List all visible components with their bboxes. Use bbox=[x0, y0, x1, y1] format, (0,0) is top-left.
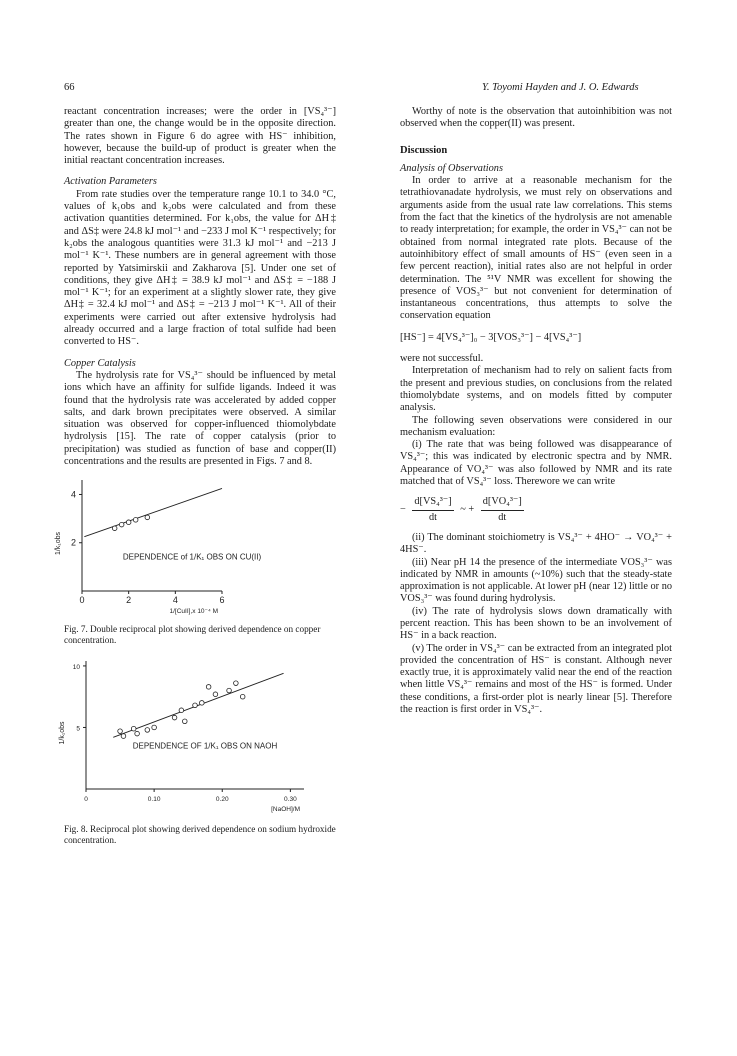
fig8-data-point bbox=[121, 734, 126, 739]
right-paragraph-4: Interpretation of mechanism had to rely on salient facts from the present and previous studies, on conclusions from the related thiomolybdate systems, and on models fitted by computer analysis. bbox=[400, 365, 672, 414]
fig7-x-tick-label: 2 bbox=[126, 595, 132, 606]
right-column bbox=[400, 106, 672, 716]
observation-iii: (iii) Near pH 14 the presence of the intermediate VOS₃³⁻ was indicated by NMR in amounts (~10%) such that the steady-state approximation is not applicable. At lower pH (near 12) little or no VOS₃³⁻ was found during hydrolysis. bbox=[400, 556, 672, 605]
rate-fraction-2 bbox=[481, 496, 524, 524]
fig7-y-tick-label: 4 bbox=[70, 489, 76, 500]
rate-fraction-1 bbox=[412, 496, 453, 524]
left-paragraph-2: From rate studies over the temperature range 10.1 to 34.0 °C, values of k₁obs and k₂obs were calculated and from these activation quantities determined. For k₁obs, the value for ΔH‡ and ΔS‡ were 24.8 kJ mol⁻¹ and −233 J mol K⁻¹ respectively; for k₂obs the analogous quantities were 31.3 kJ mol⁻¹ and −213 J mol⁻¹ K⁻¹. These numbers are in general agreement with those reported by Yatsimirskii and Zakharova [5]. Under one set of conditions, they give ΔH‡ = 38.9 kJ mol⁻¹ and ΔS‡ = −188 J mol⁻¹ K⁻¹; for an experiment at a slightly slower rate, they give ΔH‡ = 32.4 kJ mol⁻¹ and ΔS‡ = −213 J mol⁻¹ K⁻¹. All of their experiments were carried out after extensive hydrolysis had already occurred and a large fraction of total sulfide had been converted to HS⁻. bbox=[64, 188, 336, 348]
heading-activation-parameters: Activation Parameters bbox=[64, 176, 157, 188]
fig8-data-point bbox=[213, 692, 218, 697]
fig7-fit-line bbox=[84, 489, 222, 537]
fig8-x-tick-label: 0 bbox=[84, 796, 88, 804]
fig7-data-point bbox=[145, 515, 150, 520]
right-paragraph-2: In order to arrive at a reasonable mechanism for the tetrathiovanadate hydrolysis, we must rely on observations and arguments aside from the usual rate law correlations. This stems from the fact that the kinetics of the hydrolysis are not amenable to ready interpretation; for example, the order in VS₄³⁻ can not be obtained from normal integrated rate plots. Because of the autoinhibitory effect of small amounts of HS⁻ (even seen in a few percent reaction), initial rates also are not helpful in order determination. The ⁵¹V NMR was excellent for showing the presence of VOS₃³⁻ but not convenient for determination of instantaneous concentrations, thus attempts to solve the conservation equation bbox=[400, 175, 672, 322]
fig7-data-point bbox=[133, 518, 138, 523]
fig7-data-point bbox=[119, 523, 124, 528]
fig8-y-tick-label: 5 bbox=[76, 725, 80, 733]
figure-7-caption: Fig. 7. Double reciprocal plot showing derived dependence on copper concentration. bbox=[64, 624, 321, 645]
heading-analysis-of-observations: Analysis of Observations bbox=[400, 162, 503, 174]
heading-discussion: Discussion bbox=[400, 144, 448, 156]
fig8-fit-line bbox=[113, 674, 283, 738]
fig8-data-point bbox=[118, 729, 123, 734]
fig7-x-tick-label: 4 bbox=[172, 595, 178, 606]
fig8-x-axis-label: [NaOH]/M bbox=[271, 806, 300, 814]
page-number: 66 bbox=[64, 82, 75, 93]
fig8-chart-title: DEPENDENCE OF 1/K₁ OBS ON NAOH bbox=[132, 741, 278, 751]
right-paragraph-1: Worthy of note is the observation that autoinhibition was not observed when the copper(II) was present. bbox=[400, 106, 672, 130]
fig8-x-tick-label: 0.20 bbox=[215, 796, 229, 804]
figure-7-chart bbox=[55, 476, 264, 622]
fig8-data-point bbox=[200, 701, 205, 706]
fig8-data-point bbox=[172, 716, 177, 721]
fig8-data-point bbox=[234, 681, 239, 686]
right-paragraph-5: The following seven observations were considered in our mechanism evaluation: bbox=[400, 414, 672, 438]
fig8-data-point bbox=[135, 732, 140, 737]
running-title: Y. Toyomi Hayden and J. O. Edwards bbox=[482, 82, 639, 93]
rate-numerator-1: d[VS₄³⁻] bbox=[412, 496, 453, 510]
conservation-equation: [HS⁻] = 4[VS₄³⁻]₀ − 3[VOS₃³⁻] − 4[VS₄³⁻] bbox=[400, 331, 582, 343]
rate-denominator-2: dt bbox=[498, 511, 507, 523]
fig8-data-point bbox=[145, 728, 150, 733]
fig7-chart-title: DEPENDENCE of 1/K₁ OBS ON CU(II) bbox=[122, 552, 262, 562]
fig8-x-tick-label: 0.30 bbox=[284, 796, 297, 804]
fig7-data-point bbox=[126, 520, 131, 525]
fig8-y-axis-label: 1/k₁obs bbox=[59, 721, 66, 745]
rate-minus: − bbox=[400, 504, 406, 516]
fig8-data-point bbox=[179, 708, 184, 713]
fig8-data-point bbox=[182, 719, 187, 724]
fig7-y-tick-label: 2 bbox=[70, 538, 76, 549]
fig7-x-tick-label: 0 bbox=[79, 595, 85, 606]
rate-expression bbox=[400, 496, 672, 524]
observation-ii: (ii) The dominant stoichiometry is VS₄³⁻ + 4HO⁻ → VO₄³⁻ + 4HS⁻. bbox=[400, 531, 672, 556]
left-paragraph-3: The hydrolysis rate for VS₄³⁻ should be influenced by metal ions which have an affinity for sulfide ligands. Indeed it was found that the hydrolysis rate was accelerated by added copper salts, and dark brown precipitates were observed. A similar situation was observed for copper-influenced thiomolybdate hydrolysis [15]. The rate of copper catalysis (prior to precipitation) was studied as function of base and copper(II) concentrations and the results are presented in Figs. 7 and 8. bbox=[64, 369, 336, 468]
fig8-data-point bbox=[131, 727, 136, 732]
fig8-data-point bbox=[227, 689, 232, 694]
figure-8-caption: Fig. 8. Reciprocal plot showing derived dependence on sodium hydroxide concentration. bbox=[64, 824, 336, 845]
fig8-data-point bbox=[206, 685, 211, 690]
fig8-x-tick-label: 0.10 bbox=[147, 796, 161, 804]
fig7-y-axis-label: 1/k₁obs bbox=[55, 532, 62, 556]
observation-i: (i) The rate that was being followed was disappearance of VS₄³⁻; this was indicated by electronic spectra and by NMR. Appearance of VO₄³⁻ was also followed by NMR and its rate matched that of VS₄³⁻ loss. Therewore we can write bbox=[400, 439, 672, 488]
figure-8-chart bbox=[59, 657, 336, 822]
fig8-y-tick-label: 10 bbox=[72, 664, 80, 672]
fig8-data-point bbox=[240, 695, 245, 700]
right-paragraph-3: were not successful. bbox=[400, 353, 484, 365]
observation-iv: (iv) The rate of hydrolysis slows down dramatically with percent reaction. This has been shown to be an involvement of HS⁻ in a back reaction. bbox=[400, 605, 672, 642]
fig7-data-point bbox=[112, 526, 117, 531]
fig8-data-point bbox=[193, 703, 198, 708]
observation-v: (v) The order in VS₄³⁻ can be extracted from an integrated plot provided the concentration of HS⁻ is constant. Although never exactly true, it is approximately valid near the end of the reaction when little VS₄³⁻ remains and most of the HS⁻ is formed. Under these conditions, a first-order plot is nearly linear [5]. Therefore the reaction is first order in VS₄³⁻. bbox=[400, 642, 672, 716]
fig7-x-tick-label: 6 bbox=[219, 595, 225, 606]
fig7-x-axis-label: 1/[CuII],x 10⁻⁴ M bbox=[169, 608, 218, 616]
fig8-data-point bbox=[152, 725, 157, 730]
heading-copper-catalysis: Copper Catalysis bbox=[64, 357, 136, 369]
rate-approx: ~ + bbox=[460, 504, 475, 516]
rate-denominator-1: dt bbox=[429, 511, 438, 523]
left-paragraph-1: reactant concentration increases; were the order in [VS₄³⁻] greater than one, the change would be in the opposite direction. The rates shown in Figure 6 do agree with HS⁻ inhibition, however, because the build-up of product is greater when the initial reactant concentration increases. bbox=[64, 106, 336, 167]
rate-numerator-2: d[VO₄³⁻] bbox=[481, 496, 524, 510]
left-column bbox=[55, 106, 336, 845]
